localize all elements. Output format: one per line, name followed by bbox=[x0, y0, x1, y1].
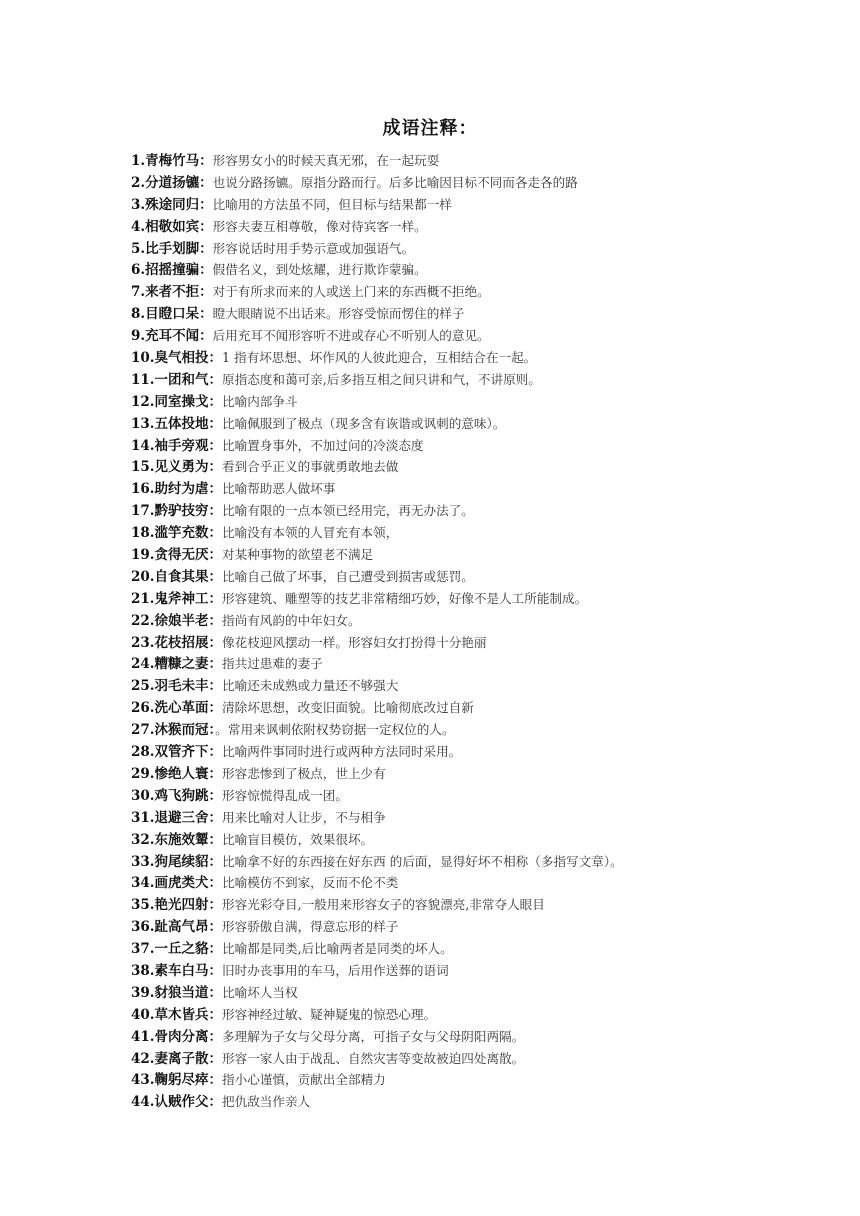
entry-number: 40. bbox=[131, 1006, 155, 1023]
entry-number: 9. bbox=[131, 328, 146, 345]
idiom-entry bbox=[131, 544, 831, 566]
entry-number: 25. bbox=[131, 678, 155, 695]
entry-definition: 。常用来讽刺依附权势窃据一定权位的人。 bbox=[215, 722, 455, 738]
entry-idiom: 一丘之貉： bbox=[154, 941, 222, 958]
entry-idiom: 鞠躬尽瘁： bbox=[154, 1072, 222, 1089]
idiom-entry bbox=[131, 391, 831, 413]
idiom-entry bbox=[131, 369, 831, 391]
idiom-entry bbox=[131, 829, 831, 851]
entry-idiom: 豺狼当道： bbox=[154, 984, 222, 1001]
idiom-entry bbox=[131, 916, 831, 938]
entry-definition: 形容神经过敏、疑神疑鬼的惊恐心理。 bbox=[222, 1006, 437, 1022]
idiom-entry bbox=[131, 872, 831, 894]
idiom-entry bbox=[131, 566, 831, 588]
entry-idiom: 素车白马： bbox=[154, 962, 222, 979]
entry-definition: 比喻都是同类,后比喻两者是同类的坏人。 bbox=[222, 941, 453, 957]
entry-idiom: 滥竽充数： bbox=[154, 525, 222, 542]
entry-idiom: 臭气相投： bbox=[154, 350, 222, 367]
entry-definition: 比喻没有本领的人冒充有本领， bbox=[222, 525, 399, 541]
entry-number: 27. bbox=[131, 722, 155, 739]
entry-idiom: 来者不拒： bbox=[145, 284, 213, 301]
idiom-entry bbox=[131, 435, 831, 457]
entry-number: 26. bbox=[131, 700, 155, 717]
entry-number: 1. bbox=[131, 153, 146, 169]
entry-idiom: 草木皆兵： bbox=[154, 1006, 222, 1023]
entry-definition: 比喻拿不好的东西接在好东西 的后面，显得好坏不相称（多指写文章）。 bbox=[222, 853, 623, 869]
entry-number: 35. bbox=[131, 897, 155, 914]
entry-idiom: 鸡飞狗跳： bbox=[154, 787, 222, 804]
idiom-entry bbox=[131, 325, 831, 347]
idiom-entry bbox=[131, 1048, 831, 1070]
entry-number: 15. bbox=[131, 459, 155, 476]
entry-number: 34. bbox=[131, 875, 155, 892]
entry-definition: 指共过患难的妻子 bbox=[222, 656, 323, 672]
entry-idiom: 自食其果： bbox=[154, 568, 222, 585]
entry-definition: 形容骄傲自满，得意忘形的样子 bbox=[222, 919, 399, 935]
entry-idiom: 花枝招展： bbox=[154, 634, 222, 651]
entry-number: 20. bbox=[131, 568, 155, 585]
entry-number: 16. bbox=[131, 481, 155, 498]
entry-number: 14. bbox=[131, 437, 155, 454]
entry-definition: 比喻自己做了坏事，自己遭受到损害或惩罚。 bbox=[222, 568, 474, 584]
entry-definition: 比喻还未成熟或力量还不够强大 bbox=[222, 678, 399, 694]
entry-idiom: 沐猴而冠： bbox=[154, 722, 216, 739]
entry-idiom: 鬼斧神工： bbox=[154, 590, 222, 607]
entry-idiom: 徐娘半老： bbox=[154, 612, 222, 629]
entry-definition: 形容男女小的时候天真无邪，在一起玩耍 bbox=[212, 153, 440, 168]
entry-number: 5. bbox=[131, 240, 146, 257]
entry-definition: 清除坏思想，改变旧面貌。比喻彻底改过自新 bbox=[222, 700, 474, 716]
entry-idiom: 糟糠之妻： bbox=[154, 656, 222, 673]
entry-number: 18. bbox=[131, 525, 155, 542]
entry-number: 32. bbox=[131, 831, 155, 848]
entry-idiom: 认贼作父： bbox=[154, 1094, 222, 1111]
entry-idiom: 目瞪口呆： bbox=[145, 306, 213, 323]
entry-idiom: 惨绝人寰： bbox=[154, 765, 222, 782]
entry-number: 23. bbox=[131, 634, 155, 651]
idiom-entry bbox=[131, 172, 831, 194]
idiom-entry bbox=[131, 851, 831, 873]
entry-number: 43. bbox=[131, 1072, 155, 1089]
entry-definition: 比喻内部争斗 bbox=[222, 393, 298, 409]
entry-definition: 比喻模仿不到家，反而不伦不类 bbox=[222, 875, 399, 891]
idiom-list bbox=[131, 150, 831, 1113]
entry-idiom: 羽毛未丰： bbox=[154, 678, 222, 695]
entry-number: 39. bbox=[131, 984, 155, 1001]
entry-number: 31. bbox=[131, 809, 155, 826]
entry-number: 36. bbox=[131, 919, 155, 936]
entry-definition: 旧时办丧事用的车马，后用作送葬的语词 bbox=[222, 962, 449, 978]
idiom-entry bbox=[131, 194, 831, 216]
entry-definition: 用来比喻对人让步，不与相争 bbox=[222, 809, 386, 825]
entry-idiom: 袖手旁观： bbox=[154, 437, 222, 454]
idiom-entry bbox=[131, 413, 831, 435]
entry-definition: 指小心谨慎，贡献出全部精力 bbox=[222, 1072, 386, 1088]
idiom-entry bbox=[131, 785, 831, 807]
entry-definition: 多理解为子女与父母分离，可指子女与父母阴阳两隔。 bbox=[222, 1028, 525, 1044]
entry-idiom: 妻离子散： bbox=[154, 1050, 222, 1067]
entry-definition: 指尚有风韵的中年妇女。 bbox=[222, 612, 361, 628]
entry-number: 41. bbox=[131, 1028, 155, 1045]
entry-idiom: 见义勇为： bbox=[154, 459, 222, 476]
entry-definition: 比喻盲目模仿，效果很坏。 bbox=[222, 831, 374, 847]
entry-number: 17. bbox=[131, 503, 155, 520]
idiom-entry bbox=[131, 697, 831, 719]
entry-idiom: 招摇撞骗： bbox=[145, 262, 213, 279]
entry-definition: 形容惊慌得乱成一团。 bbox=[222, 787, 348, 803]
entry-idiom: 殊途同归： bbox=[145, 196, 213, 213]
entry-number: 42. bbox=[131, 1050, 155, 1067]
entry-definition: 1 指有坏思想、坏作风的人彼此迎合，互相结合在一起。 bbox=[222, 350, 537, 366]
idiom-entry bbox=[131, 1026, 831, 1048]
entry-definition: 把仇敌当作亲人 bbox=[222, 1094, 311, 1110]
entry-idiom: 狗尾续貂： bbox=[154, 853, 222, 870]
entry-number: 30. bbox=[131, 787, 155, 804]
entry-number: 22. bbox=[131, 612, 155, 629]
entry-definition: 形容一家人由于战乱、自然灾害等变故被迫四处离散。 bbox=[222, 1050, 525, 1066]
entry-idiom: 东施效颦： bbox=[154, 831, 222, 848]
entry-definition: 比喻用的方法虽不同，但目标与结果都一样 bbox=[212, 196, 452, 212]
entry-definition: 假借名义，到处炫耀，进行欺诈蒙骗。 bbox=[212, 262, 427, 278]
entry-number: 19. bbox=[131, 547, 155, 564]
entry-definition: 比喻有限的一点本领已经用完，再无办法了。 bbox=[222, 503, 474, 519]
idiom-entry bbox=[131, 1069, 831, 1091]
entry-number: 38. bbox=[131, 962, 155, 979]
idiom-entry bbox=[131, 719, 831, 741]
entry-number: 8. bbox=[131, 306, 146, 323]
entry-definition: 比喻坏人当权 bbox=[222, 984, 298, 1000]
entry-idiom: 骨肉分离： bbox=[154, 1028, 222, 1045]
idiom-entry bbox=[131, 763, 831, 785]
entry-number: 29. bbox=[131, 765, 155, 782]
entry-definition: 也说分路扬镳。原指分路而行。后多比喻因目标不同而各走各的路 bbox=[212, 174, 578, 190]
entry-definition: 形容夫妻互相尊敬，像对待宾客一样。 bbox=[212, 218, 427, 234]
entry-definition: 比喻置身事外，不加过问的冷淡态度 bbox=[222, 437, 424, 453]
idiom-entry bbox=[131, 259, 831, 281]
idiom-entry bbox=[131, 610, 831, 632]
idiom-entry bbox=[131, 807, 831, 829]
entry-definition: 形容说话时用手势示意或加强语气。 bbox=[212, 240, 415, 256]
entry-definition: 后用充耳不闻形容听不进或存心不听别人的意见。 bbox=[212, 328, 490, 344]
idiom-entry bbox=[131, 588, 831, 610]
entry-idiom: 充耳不闻： bbox=[145, 328, 213, 345]
idiom-entry bbox=[131, 150, 831, 172]
idiom-entry bbox=[131, 281, 831, 303]
entry-definition: 比喻两件事同时进行或两种方法同时采用。 bbox=[222, 744, 462, 760]
entry-definition: 形容建筑、雕塑等的技艺非常精细巧妙，好像不是人工所能制成。 bbox=[222, 590, 588, 606]
entry-number: 10. bbox=[131, 350, 155, 367]
entry-definition: 比喻佩服到了极点（现多含有诙谐或讽刺的意味）。 bbox=[222, 415, 506, 431]
entry-idiom: 艳光四射： bbox=[154, 897, 222, 914]
entry-definition: 形容悲惨到了极点，世上少有 bbox=[222, 765, 386, 781]
idiom-entry bbox=[131, 960, 831, 982]
idiom-entry bbox=[131, 1004, 831, 1026]
idiom-entry bbox=[131, 1091, 831, 1113]
idiom-entry bbox=[131, 216, 831, 238]
idiom-entry bbox=[131, 632, 831, 654]
idiom-entry bbox=[131, 653, 831, 675]
entry-number: 37. bbox=[131, 941, 155, 958]
entry-idiom: 五体投地： bbox=[154, 415, 222, 432]
idiom-entry bbox=[131, 456, 831, 478]
idiom-entry bbox=[131, 982, 831, 1004]
entry-definition: 瞪大眼睛说不出话来。形容受惊而愣住的样子 bbox=[212, 306, 465, 322]
entry-number: 21. bbox=[131, 590, 155, 607]
entry-number: 24. bbox=[131, 656, 155, 673]
entry-idiom: 画虎类犬： bbox=[154, 875, 222, 892]
entry-number: 33. bbox=[131, 853, 155, 870]
entry-idiom: 退避三舍： bbox=[154, 809, 222, 826]
entry-definition: 形容光彩夺目,一般用来形容女子的容貌漂亮,非常夺人眼目 bbox=[222, 897, 545, 913]
entry-number: 7. bbox=[131, 284, 146, 301]
idiom-entry bbox=[131, 675, 831, 697]
entry-idiom: 趾高气昂： bbox=[154, 919, 222, 936]
entry-idiom: 洗心革面： bbox=[154, 700, 222, 717]
entry-definition: 比喻帮助恶人做坏事 bbox=[222, 481, 336, 497]
entry-idiom: 黔驴技穷： bbox=[154, 503, 222, 520]
idiom-entry bbox=[131, 238, 831, 260]
entry-number: 12. bbox=[131, 393, 155, 410]
entry-number: 13. bbox=[131, 415, 155, 432]
idiom-entry bbox=[131, 500, 831, 522]
entry-definition: 原指态度和蔼可亲,后多指互相之间只讲和气，不讲原则。 bbox=[222, 371, 541, 387]
entry-number: 44. bbox=[131, 1094, 155, 1111]
entry-idiom: 比手划脚： bbox=[145, 240, 213, 257]
entry-number: 4. bbox=[131, 218, 146, 235]
entry-number: 28. bbox=[131, 744, 155, 761]
entry-definition: 看到合乎正义的事就勇敢地去做 bbox=[222, 459, 399, 475]
entry-definition: 对于有所求而来的人或送上门来的东西概不拒绝。 bbox=[212, 284, 490, 300]
entry-number: 6. bbox=[131, 262, 146, 279]
entry-idiom: 同室操戈： bbox=[154, 393, 222, 410]
entry-definition: 对某种事物的欲望老不满足 bbox=[222, 547, 374, 563]
idiom-entry bbox=[131, 938, 831, 960]
entry-idiom: 贪得无厌： bbox=[154, 547, 222, 564]
entry-idiom: 相敬如宾： bbox=[145, 218, 213, 235]
entry-idiom: 双管齐下： bbox=[154, 744, 222, 761]
idiom-entry bbox=[131, 894, 831, 916]
idiom-entry bbox=[131, 478, 831, 500]
entry-number: 3. bbox=[131, 196, 146, 213]
entry-idiom: 一团和气： bbox=[154, 371, 222, 388]
entry-definition: 像花枝迎风摆动一样。形容妇女打扮得十分艳丽 bbox=[222, 634, 487, 650]
entry-number: 11. bbox=[131, 371, 155, 388]
idiom-entry bbox=[131, 522, 831, 544]
entry-number: 2. bbox=[131, 174, 146, 191]
entry-idiom: 分道扬镳： bbox=[145, 174, 213, 191]
idiom-entry bbox=[131, 347, 831, 369]
entry-idiom: 助纣为虐： bbox=[154, 481, 222, 498]
page-title: 成语注释： bbox=[382, 118, 478, 139]
idiom-entry bbox=[131, 741, 831, 763]
idiom-entry bbox=[131, 303, 831, 325]
entry-idiom: 青梅竹马： bbox=[145, 153, 213, 169]
